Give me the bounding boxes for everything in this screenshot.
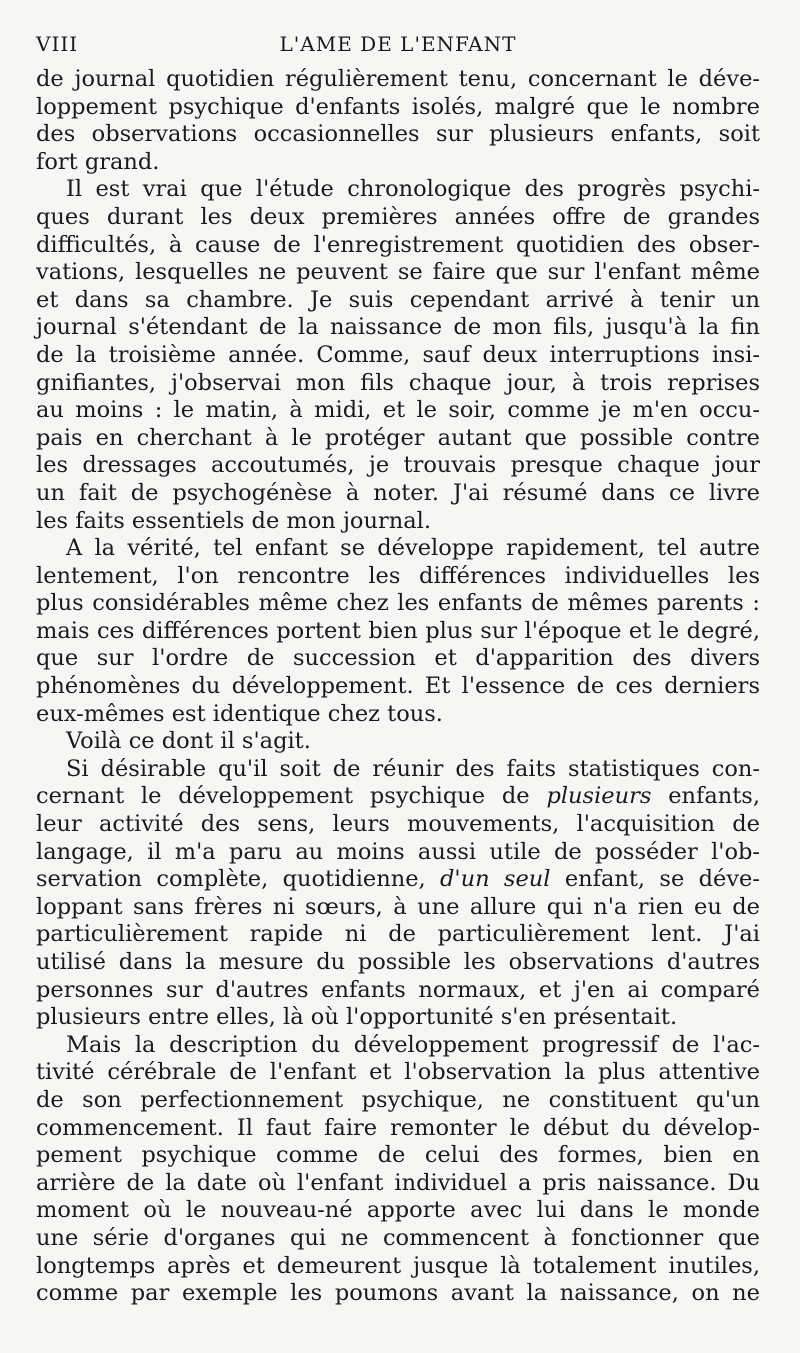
- page-number: VIII: [36, 32, 79, 56]
- text-line: eux-mêmes est identique chez tous.: [36, 700, 443, 727]
- text-line: loppement psychique d'enfants isolés, malgré que le nombre: [36, 93, 760, 120]
- paragraph-3: [36, 535, 760, 728]
- text-line: ques durant les deux premières années offre de grandes: [36, 203, 760, 230]
- text-line: Si désirable qu'il soit de réunir des faits statistiques con-: [66, 755, 760, 782]
- text-line: pement psychique comme de celui des formes, bien en: [36, 1142, 760, 1169]
- italic-text: d'un seul: [440, 866, 551, 893]
- text-line: tivité cérébrale de l'enfant et l'observation la plus attentive: [36, 1059, 760, 1086]
- text-line: plus considérables même chez les enfants de mêmes parents :: [36, 590, 760, 617]
- paragraph-2: [36, 176, 760, 535]
- text-line: Il est vrai que l'étude chronologique des progrès psychi-: [66, 176, 760, 203]
- text-line: de journal quotidien régulièrement tenu, concernant le déve-: [36, 66, 760, 92]
- text-line: Mais la description du développement progressif de l'ac-: [66, 1031, 760, 1058]
- text-line: gnifiantes, j'observai mon fils chaque jour, à trois reprises: [36, 369, 760, 396]
- text-line: et dans sa chambre. Je suis cependant arrivé à tenir un: [36, 286, 760, 313]
- text-line: personnes sur d'autres enfants normaux, et j'en ai comparé: [36, 976, 760, 1003]
- text-line: journal s'étendant de la naissance de mon fils, jusqu'à la fin: [36, 314, 760, 341]
- text-line: pais en cherchant à le protéger autant que possible contre: [36, 424, 760, 451]
- text-line: vations, lesquelles ne peuvent se faire que sur l'enfant même: [36, 259, 760, 286]
- text-line: fort grand.: [36, 148, 160, 175]
- text-line: leur activité des sens, leurs mouvements, l'acquisition de: [36, 811, 760, 838]
- text-line: arrière de la date où l'enfant individuel a pris naissance. Du: [36, 1169, 760, 1196]
- text-line: particulièrement rapide ni de particulièrement lent. J'ai: [36, 921, 760, 948]
- text-line: des observations occasionnelles sur plusieurs enfants, soit: [36, 121, 760, 148]
- text-line: plusieurs entre elles, là où l'opportunité s'en présentait.: [36, 1004, 678, 1031]
- page-header: [36, 26, 760, 60]
- text-line: que sur l'ordre de succession et d'apparition des divers: [36, 645, 760, 672]
- text-line: commencement. Il faut faire remonter le début du dévelop-: [36, 1114, 760, 1141]
- text-segment: enfant, se déve-: [550, 866, 760, 893]
- text-line: phénomènes du développement. Et l'essence de ces derniers: [36, 673, 760, 700]
- text-line: Voilà ce dont il s'agit.: [66, 728, 311, 755]
- text-line: utilisé dans la mesure du possible les observations d'autres: [36, 949, 760, 975]
- text-line: longtemps après et demeurent jusque là totalement inutiles,: [36, 1252, 760, 1279]
- text-line: difficultés, à cause de l'enregistrement quotidien des obser-: [36, 231, 760, 258]
- text-line: lentement, l'on rencontre les différences individuelles les: [36, 562, 760, 589]
- text-segment: servation complète, quotidienne,: [36, 866, 441, 893]
- paragraph-5: [36, 756, 760, 1032]
- text-line: comme par exemple les poumons avant la naissance, on ne: [36, 1280, 760, 1307]
- text-line: loppant sans frères ni sœurs, à une allure qui n'a rien eu de: [36, 893, 760, 920]
- paragraph-1: [36, 66, 760, 176]
- text-segment: enfants,: [651, 783, 760, 810]
- text-line-with-italic: [36, 866, 760, 894]
- text-segment: cernant le développement psychique de: [36, 783, 547, 810]
- text-line: mais ces différences portent bien plus sur l'époque et le degré,: [36, 617, 760, 644]
- text-line: les dressages accoutumés, je trouvais presque chaque jour: [36, 452, 760, 479]
- running-title: L'AME DE L'ENFANT: [279, 32, 517, 56]
- text-line: A la vérité, tel enfant se développe rapidement, tel autre: [66, 535, 760, 562]
- text-line: de son perfectionnement psychique, ne constituent qu'un: [36, 1086, 760, 1113]
- text-line: une série d'organes qui ne commencent à fonctionner que: [36, 1224, 760, 1251]
- text-line: au moins : le matin, à midi, et le soir, comme je m'en occu-: [36, 397, 760, 424]
- paragraph-4: [36, 728, 760, 756]
- text-line: un fait de psychogénèse à noter. J'ai résumé dans ce livre: [36, 479, 760, 506]
- text-line: langage, il m'a paru au moins aussi utile de posséder l'ob-: [36, 838, 760, 865]
- text-line: moment où le nouveau-né apporte avec lui dans le monde: [36, 1197, 760, 1224]
- text-line: de la troisième année. Comme, sauf deux interruptions insi-: [36, 341, 760, 368]
- italic-text: plusieurs: [546, 783, 652, 810]
- text-line-with-italic: [36, 783, 760, 811]
- body-text: [36, 66, 760, 1308]
- text-line: les faits essentiels de mon journal.: [36, 507, 431, 534]
- paragraph-6: [36, 1032, 760, 1308]
